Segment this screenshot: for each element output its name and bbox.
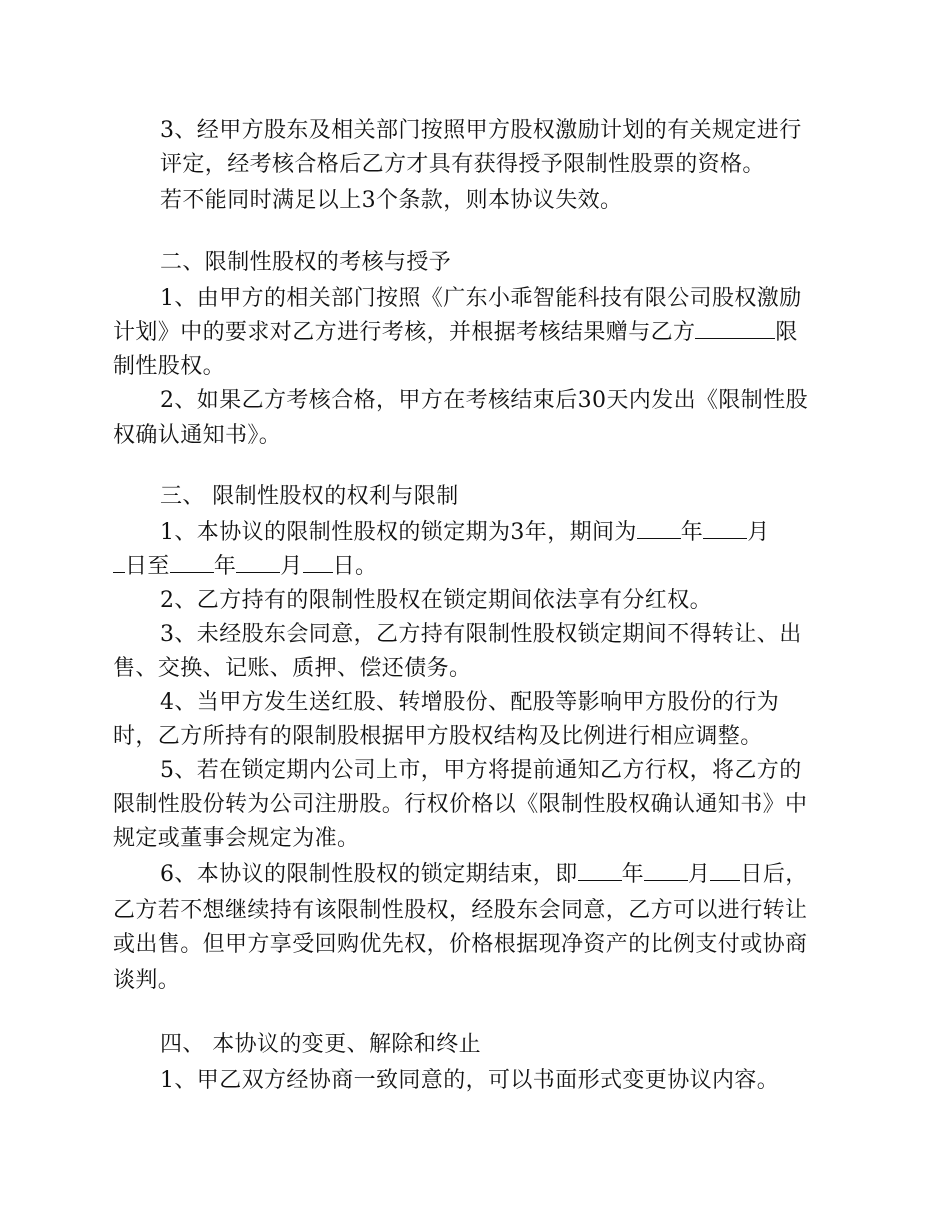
section-3-item-4-line-1: 4、当甲方发生送红股、转增股份、配股等影响甲方股份的行为 <box>160 690 780 715</box>
section-4-item-1: 1、甲乙双方经协商一致同意的，可以书面形式变更协议内容。 <box>160 1068 780 1093</box>
year-label: 年 <box>680 520 704 545</box>
clause-3-line-2: 评定，经考核合格后乙方才具有获得授予限制性股票的资格。 <box>160 152 765 177</box>
section-3-item-3-line-2: 售、交换、记账、质押、偿还债务。 <box>113 656 472 681</box>
section-3-item-2: 2、乙方持有的限制性股权在锁定期间依法享有分红权。 <box>160 588 712 613</box>
lock-end-day-blank <box>710 860 740 881</box>
start-month-blank <box>703 518 747 539</box>
section-3-item-1-line-1 <box>160 518 770 548</box>
section-3-item-6-line-4: 谈判。 <box>113 968 181 993</box>
section-2-item-1-line-2 <box>113 318 798 348</box>
section-2-item-1-line-1: 1、由甲方的相关部门按照《广东小乖智能科技有限公司股权激励 <box>160 286 802 311</box>
section-2-item-1-line-3: 制性股权。 <box>113 354 226 379</box>
section-3-item-1-line-2 <box>113 552 377 582</box>
end-day-blank <box>303 552 333 573</box>
end-month-label: 月 <box>280 554 303 579</box>
section-3-item-5-line-1: 5、若在锁定期内公司上市，甲方将提前通知乙方行权，将乙方的 <box>160 758 802 783</box>
end-year-label: 年 <box>213 554 237 579</box>
lock-end-year-blank <box>578 860 622 881</box>
lock-end-text: 6、本协议的限制性股权的锁定期结束，即 <box>160 862 578 887</box>
section-2-item-2-line-1: 2、如果乙方考核合格，甲方在考核结束后30天内发出《限制性股 <box>160 388 808 413</box>
lock-end-day-label: 日后， <box>740 862 808 887</box>
lock-end-year-label: 年 <box>621 862 645 887</box>
section-3-item-4-line-2: 时，乙方所持有的限制股根据甲方股权结构及比例进行相应调整。 <box>113 724 763 749</box>
invalidity-clause: 若不能同时满足以上3个条款，则本协议失效。 <box>160 188 623 213</box>
section-3-item-6-line-1 <box>160 860 808 890</box>
section-2-item-1-text: 计划》中的要求对乙方进行考核，并根据考核结果赠与乙方 <box>113 320 696 345</box>
section-3-item-6-line-3: 或出售。但甲方享受回购优先权，价格根据现净资产的比例支付或协商 <box>113 932 808 957</box>
section-3-item-6-line-2: 乙方若不想继续持有该限制性股权，经股东会同意，乙方可以进行转让 <box>113 898 808 923</box>
end-day-label: 日。 <box>332 554 378 579</box>
lock-end-month-label: 月 <box>688 862 711 887</box>
shares-blank <box>695 318 775 339</box>
section-2-item-2-line-2: 权确认通知书》。 <box>113 423 282 448</box>
section-2-heading: 二、限制性股权的考核与授予 <box>160 250 452 275</box>
section-4-heading: 四、 本协议的变更、解除和终止 <box>160 1032 481 1057</box>
section-3-item-5-line-2: 限制性股份转为公司注册股。行权价格以《限制性股权确认通知书》中 <box>113 792 808 817</box>
section-3-item-5-line-3: 规定或董事会规定为准。 <box>113 826 360 851</box>
section-3-item-3-line-1: 3、未经股东会同意，乙方持有限制性股权锁定期间不得转让、出 <box>160 622 802 647</box>
section-2-item-1-tail: 限 <box>775 320 798 345</box>
month-label: 月 <box>747 520 770 545</box>
start-day-blank <box>113 552 125 573</box>
start-year-blank <box>637 518 681 539</box>
end-year-blank <box>170 552 214 573</box>
end-month-blank <box>236 552 280 573</box>
lock-end-month-blank <box>644 860 688 881</box>
day-to-label: 日至 <box>125 554 170 579</box>
clause-3-line-1: 3、经甲方股东及相关部门按照甲方股权激励计划的有关规定进行 <box>160 118 802 143</box>
lock-period-text: 1、本协议的限制性股权的锁定期为3年，期间为 <box>160 520 637 545</box>
section-3-heading: 三、 限制性股权的权利与限制 <box>160 484 459 509</box>
